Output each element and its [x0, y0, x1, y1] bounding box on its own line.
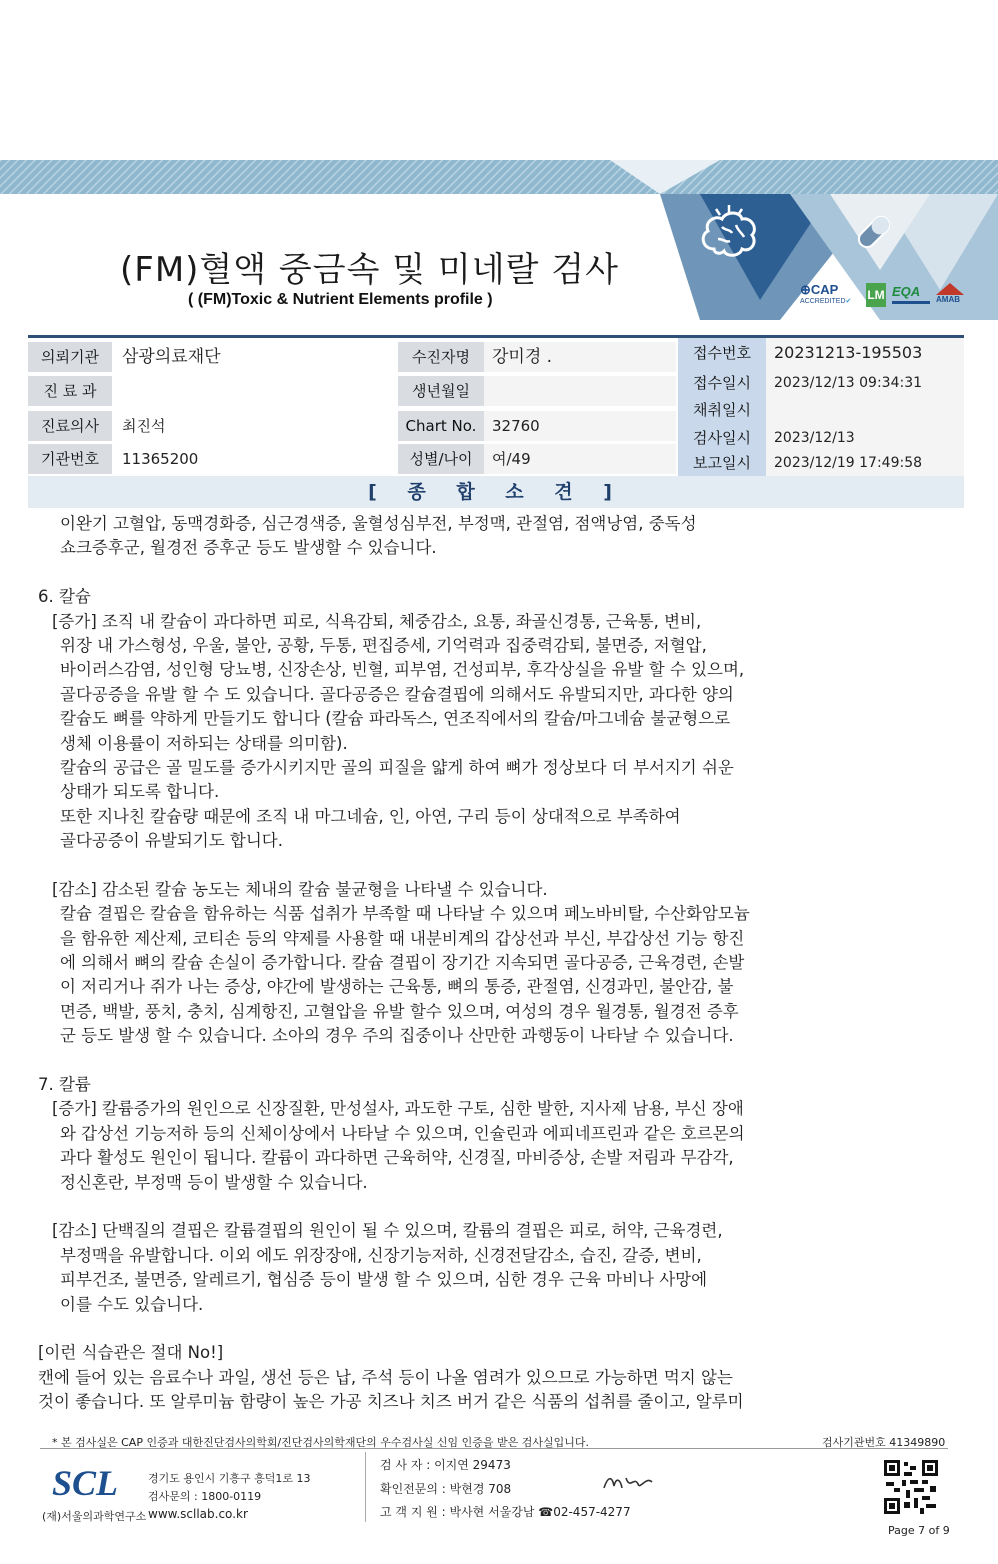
value-receipt-dt: 2023/12/13 09:34:31	[766, 368, 964, 398]
label-inst-no: 기관번호	[28, 444, 112, 474]
specialist: 확인전문의 : 박현경 708	[380, 1482, 512, 1496]
value-test-dt: 2023/12/13	[766, 423, 964, 453]
text-line: [이런 식습관은 절대 No!]	[38, 1343, 224, 1363]
value-report-dt: 2023/12/19 17:49:58	[766, 448, 964, 478]
text-line: 또한 지나친 칼슘량 때문에 조직 내 마그네슘, 인, 아연, 구리 등이 상대적으로 부족하여	[60, 806, 681, 826]
label-patient: 수진자명	[398, 342, 484, 372]
phone: 검사문의 : 1800-0119	[148, 1490, 262, 1503]
blank-line	[38, 1195, 958, 1219]
label-doctor: 진료의사	[28, 411, 112, 441]
text-line: 골다공증을 유발 할 수 도 있습니다. 골다공증은 칼슘결핍에 의해서도 유발되지만, 과다한 양의	[60, 684, 734, 704]
label-birth: 생년월일	[398, 376, 484, 406]
label-chart: Chart No.	[398, 411, 484, 441]
amab-logo: AMAB	[936, 283, 966, 311]
text-line: 골다공증이 유발되기도 합니다.	[60, 831, 283, 851]
label-report-dt: 보고일시	[678, 448, 766, 478]
label-receipt-dt: 접수일시	[678, 368, 766, 398]
text-line: 면증, 백발, 풍치, 충치, 심계항진, 고혈압을 유발 할수 있으며, 여성의 경우 월경통, 월경전 증후	[60, 1001, 739, 1021]
text-line: 것이 좋습니다. 또 알루미늄 함량이 높은 가공 치즈나 치즈 버거 같은 식품의 섭취를 줄이고, 알루미	[38, 1392, 744, 1412]
org-name: (재)서울의과학연구소	[42, 1510, 147, 1523]
text-line: 정신혼란, 부정맥 등이 발생할 수 있습니다.	[60, 1172, 368, 1192]
report-title: (FM)혈액 중금속 및 미네랄 검사	[120, 250, 619, 290]
text-line: 생체 이용률이 저하되는 상태를 의미함).	[60, 733, 348, 753]
blank-line	[38, 1049, 958, 1073]
value-chart: 32760	[484, 411, 676, 441]
value-collect-dt	[766, 395, 964, 425]
value-institution: 삼광의료재단	[122, 347, 221, 367]
label-collect-dt: 채취일시	[678, 395, 766, 425]
text-line: 에 의해서 뼈의 칼슘 손실이 증가합니다. 칼슘 결핍이 장기간 지속되면 골다공증, 근육경련, 손발	[60, 953, 745, 973]
text-line: [증가] 조직 내 칼슘이 과다하면 피로, 식욕감퇴, 체중감소, 요통, 좌골신경통, 근육통, 변비,	[52, 611, 702, 631]
text-line: 피부건조, 불면증, 알레르기, 협심증 등이 발생 할 수 있으며, 심한 경우 근육 마비나 사망에	[60, 1270, 708, 1290]
report-subtitle: ( (FM)Toxic & Nutrient Elements profile )	[188, 291, 493, 308]
text-line: 을 함유한 제산제, 코티손 등의 약제를 사용할 때 내분비계의 갑상선과 부신, 부갑상선 기능 항진	[60, 928, 745, 948]
value-sex-age: 여/49	[484, 444, 676, 474]
summary-opinion-text	[38, 512, 958, 1414]
text-line: 과다 활성도 원인이 됩니다. 칼륨이 과다하면 근육허약, 신경질, 마비증상, 손발 저림과 무감각,	[60, 1148, 734, 1168]
text-line: 캔에 들어 있는 음료수나 과일, 생선 등은 납, 주석 등이 나올 염려가 있으므로 가능하면 먹지 않는	[38, 1367, 733, 1387]
cap-accredited-logo: ⊕CAP ACCREDITED✔	[800, 282, 852, 305]
text-line: 칼슘 결핍은 칼슘을 함유하는 식품 섭취가 부족할 때 나타날 수 있으며 페노바비탈, 수산화암모늄	[60, 904, 750, 924]
patient-info-table	[28, 335, 964, 476]
text-line: 위장 내 가스형성, 우울, 불안, 공황, 두통, 편집증세, 기억력과 집중력감퇴, 불면증, 저혈압,	[60, 635, 707, 655]
text-line: 이 저리거나 쥐가 나는 증상, 야간에 발생하는 근육통, 뼈의 통증, 관절염, 신경과민, 불안감, 불	[60, 977, 734, 997]
label-receipt-no: 접수번호	[678, 338, 766, 368]
page-number: Page 7 of 9	[888, 1524, 950, 1537]
value-inst-no: 11365200	[122, 450, 199, 468]
text-line: 쇼크증후군, 월경전 증후군 등도 발생할 수 있습니다.	[60, 538, 437, 558]
blank-line	[38, 853, 958, 877]
examiner: 검 사 자 : 이지연 29473	[380, 1458, 511, 1472]
brain-icon	[696, 205, 762, 265]
text-line: [감소] 감소된 칼슘 농도는 체내의 칼슘 불균형을 나타낼 수 있습니다.	[52, 879, 548, 899]
summary-section-title: [ 종 합 소 견 ]	[28, 476, 964, 508]
blank-line	[38, 1317, 958, 1341]
value-receipt-no: 20231213-195503	[766, 338, 964, 368]
value-patient: 강미경 .	[484, 342, 676, 372]
text-line: 칼슘의 공급은 골 밀도를 증가시키지만 골의 피질을 얇게 하여 뼈가 정상보다 더 부서지기 쉬운	[60, 757, 734, 777]
text-line: 바이러스감염, 성인형 당뇨병, 신장손상, 빈혈, 피부염, 건성피부, 후각상실을 유발 할 수 있으며,	[60, 660, 745, 680]
certification-notice: * 본 검사실은 CAP 인증과 대한진단검사의학회/진단검사의학재단의 우수검사실 신임 인증을 받은 검사실입니다.	[52, 1436, 590, 1449]
text-line: 부정맥을 유발합니다. 이외 에도 위장장애, 신장기능저하, 신경전달감소, 습진, 갈증, 변비,	[60, 1245, 702, 1265]
eqa-logo: EQA	[892, 283, 932, 311]
text-line: 군 등도 발생 할 수 있습니다. 소아의 경우 주의 집중이나 산만한 과행동이 나타날 수 있습니다.	[60, 1026, 734, 1046]
text-line: 상태가 되도록 합니다.	[60, 782, 220, 802]
address: 경기도 용인시 기흥구 흥덕1로 13	[148, 1472, 311, 1485]
text-line: 7. 칼륨	[38, 1074, 91, 1094]
label-institution: 의뢰기관	[28, 342, 112, 372]
label-department: 진 료 과	[28, 376, 112, 406]
value-birth	[484, 376, 676, 406]
footer-divider	[40, 1448, 948, 1449]
label-sex-age: 성별/나이	[398, 444, 484, 474]
text-line: 이완기 고혈압, 동맥경화증, 심근경색증, 울혈성심부전, 부정맥, 관절염, 점액낭염, 중독성	[60, 514, 697, 533]
value-doctor: 최진석	[122, 417, 166, 435]
value-department	[114, 376, 398, 406]
lm-logo: LM	[866, 283, 888, 311]
text-line: 이를 수도 있습니다.	[60, 1294, 204, 1314]
text-line: 칼슘도 뼈를 약하게 만들기도 합니다 (칼슘 파라독스, 연조직에서의 칼슘/마그네슘 불균형으로	[60, 709, 731, 729]
blank-line	[38, 561, 958, 585]
scl-logo: SCL	[52, 1463, 119, 1503]
lab-number: 검사기관번호 41349890	[822, 1436, 946, 1449]
pill-icon	[850, 208, 898, 256]
text-line: [감소] 단백질의 결핍은 칼륨결핍의 원인이 될 수 있으며, 칼륨의 결핍은 피로, 허약, 근육경련,	[52, 1221, 723, 1241]
label-test-dt: 검사일시	[678, 423, 766, 453]
customer-support: 고 객 지 원 : 박사현 서울강남 ☎02-457-4277	[380, 1505, 631, 1519]
website: www.scllab.co.kr	[148, 1507, 248, 1521]
text-line: 와 갑상선 기능저하 등의 신체이상에서 나타날 수 있으며, 인슐린과 에피네프린과 같은 호르몬의	[60, 1123, 745, 1143]
text-line: [증가] 칼륨증가의 원인으로 신장질환, 만성설사, 과도한 구토, 심한 발한, 지사제 남용, 부신 장애	[52, 1099, 744, 1119]
footer-separator	[365, 1452, 366, 1522]
text-line: 6. 칼슘	[38, 587, 91, 607]
signature	[600, 1470, 656, 1496]
qr-code	[884, 1460, 938, 1514]
